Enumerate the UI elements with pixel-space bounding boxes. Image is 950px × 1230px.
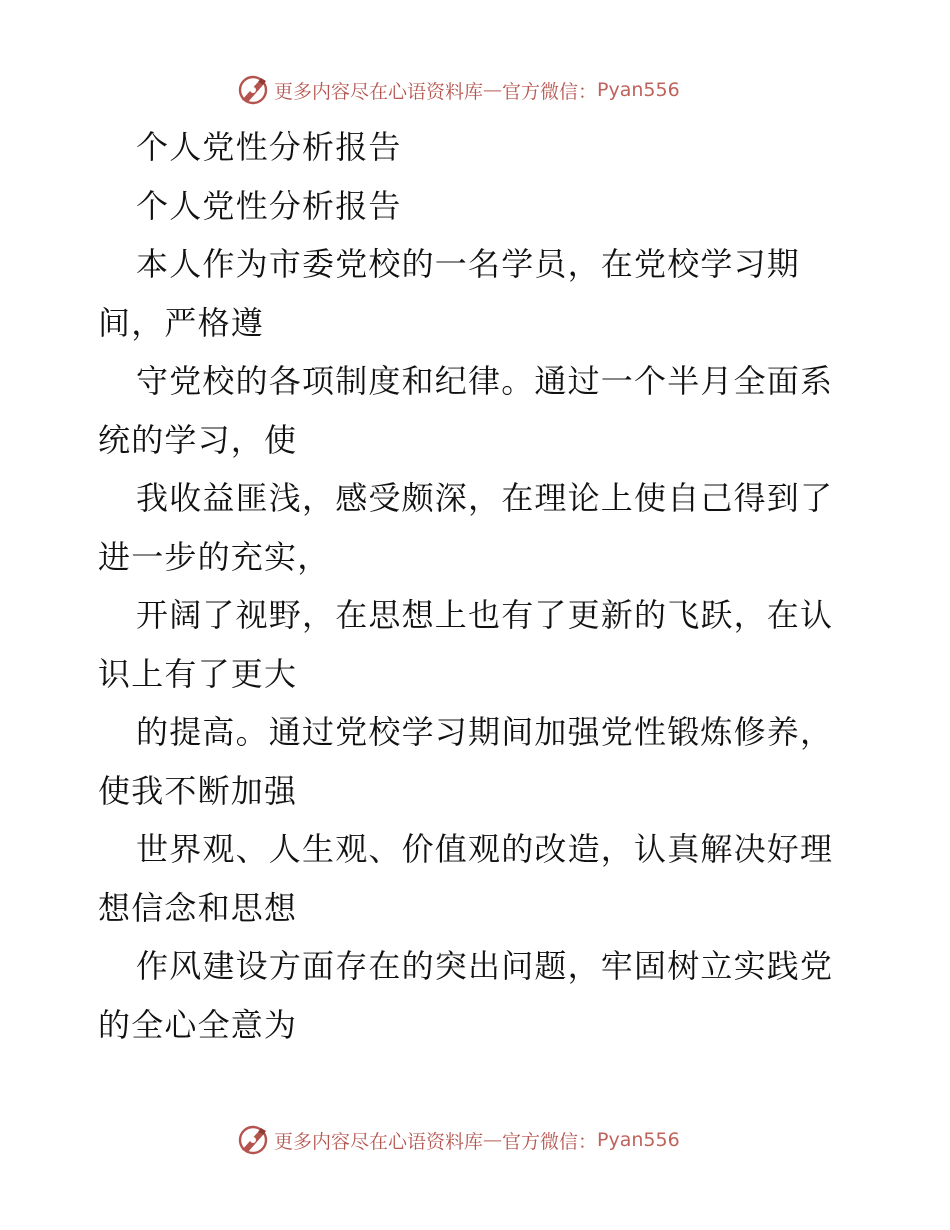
document-body [98, 118, 858, 1054]
paragraph-line: 作风建设方面存在的突出问题，牢固树立实践党 [136, 947, 834, 985]
pen-circle-logo-icon [236, 1123, 270, 1157]
doc-title-repeat: 个人党性分析报告 [136, 186, 402, 225]
paragraph-line: 本人作为市委党校的一名学员，在党校学习期 [136, 245, 801, 283]
paragraph-line: 世界观、人生观、价值观的改造，认真解决好理 [136, 830, 834, 868]
paragraph-line: 的提高。通过党校学习期间加强党性锻炼修养， [136, 713, 834, 751]
watermark-handle: Pyan556 [597, 1129, 680, 1151]
watermark-site-text: 更多内容尽在心语资料库 [274, 80, 484, 103]
paragraph-line: 开阔了视野，在思想上也有了更新的飞跃，在认 [136, 596, 834, 634]
paragraph-line: 统的学习，使 [98, 420, 298, 459]
paragraph-line: 进一步的充实， [98, 537, 331, 576]
watermark-separator: — [483, 1129, 503, 1151]
watermark-separator: — [483, 79, 503, 101]
doc-title: 个人党性分析报告 [136, 128, 402, 166]
watermark-contact-label: 官方微信： [502, 80, 598, 103]
paragraph-line: 的全心全意为 [98, 1005, 298, 1044]
paragraph-line: 使我不断加强 [98, 771, 298, 810]
pen-circle-logo-icon [236, 73, 270, 107]
watermark-handle: Pyan556 [597, 79, 680, 101]
paragraph-line: 想信念和思想 [98, 888, 298, 927]
header-watermark [236, 73, 680, 107]
footer-watermark [236, 1123, 680, 1157]
paragraph-line: 我收益匪浅，感受颇深，在理论上使自己得到了 [136, 479, 834, 517]
watermark-site-text: 更多内容尽在心语资料库 [274, 1130, 484, 1153]
paragraph-line: 守党校的各项制度和纪律。通过一个半月全面系 [136, 362, 834, 400]
paragraph-line: 识上有了更大 [98, 654, 298, 693]
paragraph-line: 间，严格遵 [98, 303, 265, 342]
watermark-contact-label: 官方微信： [502, 1130, 598, 1153]
